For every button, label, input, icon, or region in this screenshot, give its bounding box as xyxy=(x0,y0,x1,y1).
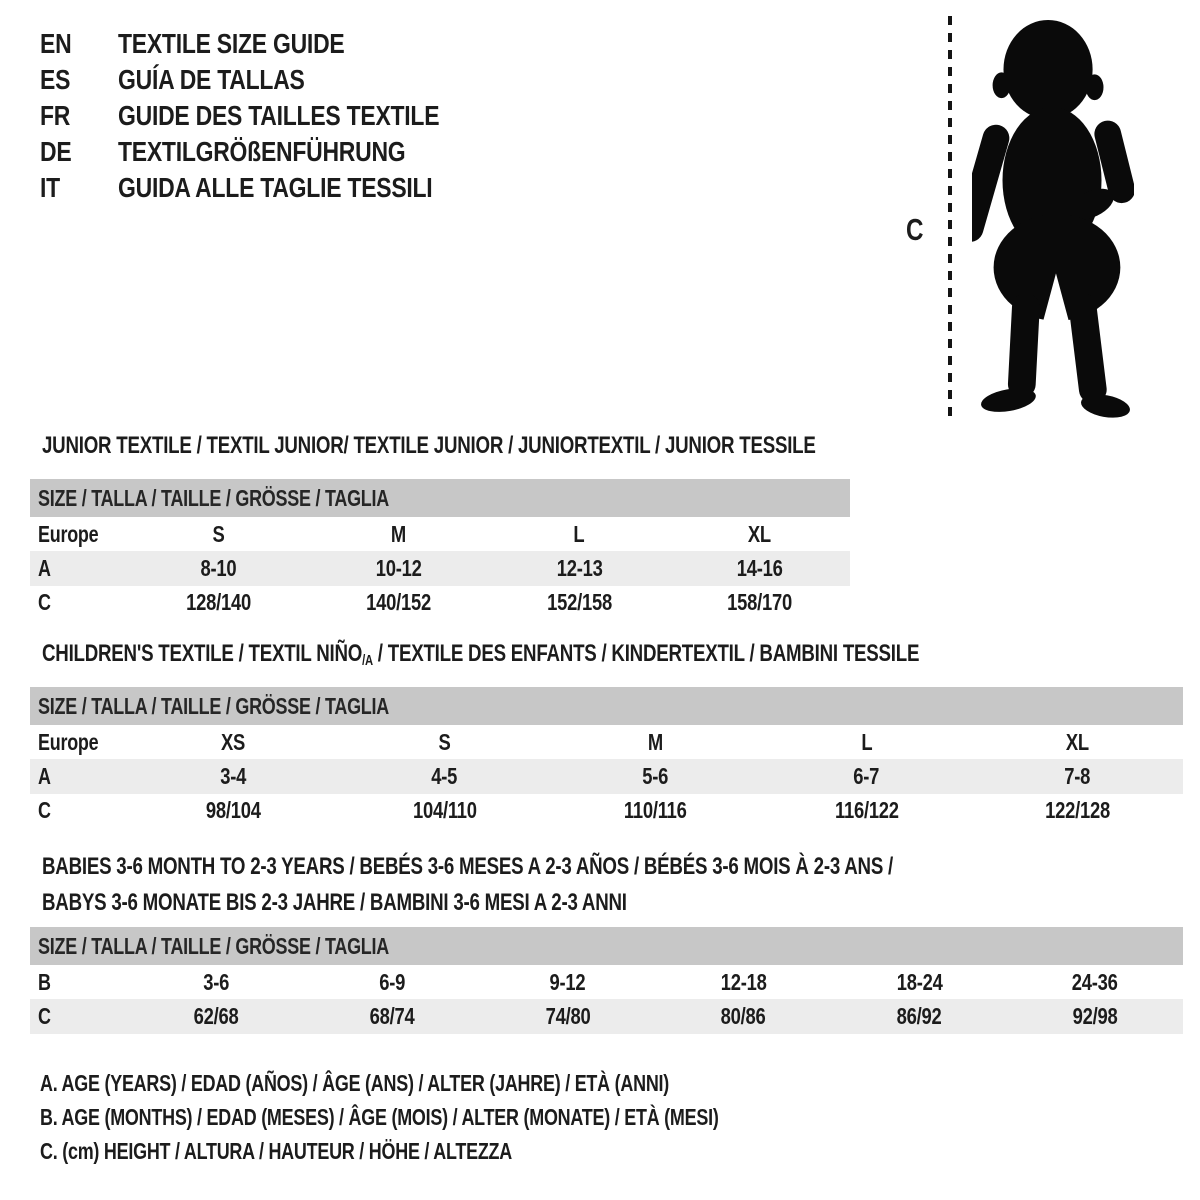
size-cell: M xyxy=(391,520,407,547)
row-label: B xyxy=(38,968,51,995)
measurement-legend xyxy=(40,1066,910,1168)
size-header-label: SIZE / TALLA / TAILLE / GRÖSSE / TAGLIA xyxy=(38,932,389,959)
language-code: IT xyxy=(40,172,60,203)
size-cell: 8-10 xyxy=(200,555,237,582)
size-cell: 74/80 xyxy=(545,1003,590,1030)
size-cell: 140/152 xyxy=(366,589,432,616)
size-header-label: SIZE / TALLA / TAILLE / GRÖSSE / TAGLIA xyxy=(38,484,389,511)
row-label: C xyxy=(38,589,51,616)
language-code: DE xyxy=(40,136,72,167)
nino-a-subscript: /A xyxy=(362,653,373,670)
size-cell: 10-12 xyxy=(375,555,422,582)
size-header-label: SIZE / TALLA / TAILLE / GRÖSSE / TAGLIA xyxy=(38,692,389,719)
height-measure-dashed-line xyxy=(948,16,952,418)
size-cell: 68/74 xyxy=(369,1003,415,1030)
language-label: GUIDE DES TAILLES TEXTILE xyxy=(118,100,440,131)
size-cell: 110/116 xyxy=(624,797,687,824)
language-label: GUIDA ALLE TAGLIE TESSILI xyxy=(118,172,433,203)
language-code: ES xyxy=(40,64,71,95)
size-cell: 152/158 xyxy=(546,589,612,616)
size-cell: L xyxy=(861,728,872,755)
size-table-row xyxy=(30,517,850,551)
size-table-row xyxy=(30,965,1183,999)
legend-line-age-months: B. AGE (MONTHS) / EDAD (MESES) / ÂGE (MOIS) / ALTER (MONATE) / ETÀ (MESI) xyxy=(40,1104,719,1130)
size-cell: 12-13 xyxy=(556,555,603,582)
language-label: GUÍA DE TALLAS xyxy=(118,64,305,95)
size-cell: 3-4 xyxy=(220,763,247,790)
babies-size-table xyxy=(30,965,1183,1034)
babies-title-line2: BABYS 3-6 MONATE BIS 2-3 JAHRE / BAMBINI 3-6 MESI A 2-3 ANNI xyxy=(42,889,627,916)
row-label: Europe xyxy=(38,520,99,547)
row-label: A xyxy=(38,555,51,582)
junior-size-table xyxy=(30,517,850,620)
row-label: Europe xyxy=(38,728,99,755)
language-list xyxy=(40,26,510,206)
language-row-es xyxy=(40,62,510,98)
size-cell: 122/128 xyxy=(1045,797,1110,824)
size-cell: 14-16 xyxy=(736,555,783,582)
size-cell: 3-6 xyxy=(202,968,229,995)
size-table-row xyxy=(30,725,1183,759)
size-table-row xyxy=(30,794,1183,828)
toddler-silhouette-icon xyxy=(972,14,1134,418)
size-cell: XL xyxy=(1065,728,1090,755)
size-cell: 18-24 xyxy=(896,968,943,995)
language-row-it xyxy=(40,170,510,206)
children-section-title: CHILDREN'S TEXTILE / TEXTIL NIÑO/A / TEXTILE DES ENFANTS / KINDERTEXTIL / BAMBINI TESSILE xyxy=(42,640,920,670)
language-code: EN xyxy=(40,28,72,59)
size-cell: S xyxy=(212,520,225,547)
size-table-row xyxy=(30,999,1183,1033)
language-row-fr xyxy=(40,98,510,134)
size-cell: 80/86 xyxy=(720,1003,766,1030)
size-cell: 116/122 xyxy=(834,797,899,824)
size-cell: M xyxy=(647,728,664,755)
row-label: C xyxy=(38,1003,51,1030)
size-cell: 24-36 xyxy=(1072,968,1118,995)
size-cell: 86/92 xyxy=(896,1003,942,1030)
size-cell: 5-6 xyxy=(642,763,669,790)
language-code: FR xyxy=(40,100,71,131)
language-label: TEXTILGRÖßENFÜHRUNG xyxy=(118,136,406,167)
size-cell: 128/140 xyxy=(185,589,251,616)
size-cell: 92/98 xyxy=(1072,1003,1118,1030)
size-cell: L xyxy=(573,520,585,547)
junior-size-header-bar xyxy=(30,479,850,517)
size-cell: 98/104 xyxy=(206,797,261,824)
size-cell: XL xyxy=(748,520,772,547)
size-cell: 6-9 xyxy=(378,968,405,995)
size-cell: S xyxy=(438,728,451,755)
size-cell: 4-5 xyxy=(431,763,458,790)
size-cell: 7-8 xyxy=(1064,763,1091,790)
size-cell: 6-7 xyxy=(853,763,880,790)
legend-line-age-years: A. AGE (YEARS) / EDAD (AÑOS) / ÂGE (ANS) / ALTER (JAHRE) / ETÀ (ANNI) xyxy=(40,1070,670,1096)
size-table-row xyxy=(30,551,850,585)
size-cell: 158/170 xyxy=(727,589,793,616)
babies-section-title xyxy=(42,849,1133,921)
size-cell: 104/110 xyxy=(412,797,477,824)
row-label: A xyxy=(38,763,51,790)
language-row-de xyxy=(40,134,510,170)
row-label: C xyxy=(38,797,51,824)
height-measure-label: C xyxy=(906,212,924,247)
language-row-en xyxy=(40,26,510,62)
children-size-header-bar xyxy=(30,687,1183,725)
size-cell: XS xyxy=(221,728,246,755)
size-cell: 12-18 xyxy=(720,968,767,995)
babies-title-line1: BABIES 3-6 MONTH TO 2-3 YEARS / BEBÉS 3-6 MESES A 2-3 AÑOS / BÉBÉS 3-6 MOIS À 2-3 ANS / xyxy=(42,853,894,880)
children-size-table xyxy=(30,725,1183,828)
size-table-row xyxy=(30,586,850,620)
babies-size-header-bar xyxy=(30,927,1183,965)
size-table-row xyxy=(30,759,1183,793)
size-cell: 62/68 xyxy=(193,1003,239,1030)
legend-line-height: C. (cm) HEIGHT / ALTURA / HAUTEUR / HÖHE / ALTEZZA xyxy=(40,1138,512,1164)
junior-section-title: JUNIOR TEXTILE / TEXTIL JUNIOR/ TEXTILE JUNIOR / JUNIORTEXTIL / JUNIOR TESSILE xyxy=(42,432,816,459)
size-cell: 9-12 xyxy=(549,968,586,995)
language-label: TEXTILE SIZE GUIDE xyxy=(118,28,345,59)
